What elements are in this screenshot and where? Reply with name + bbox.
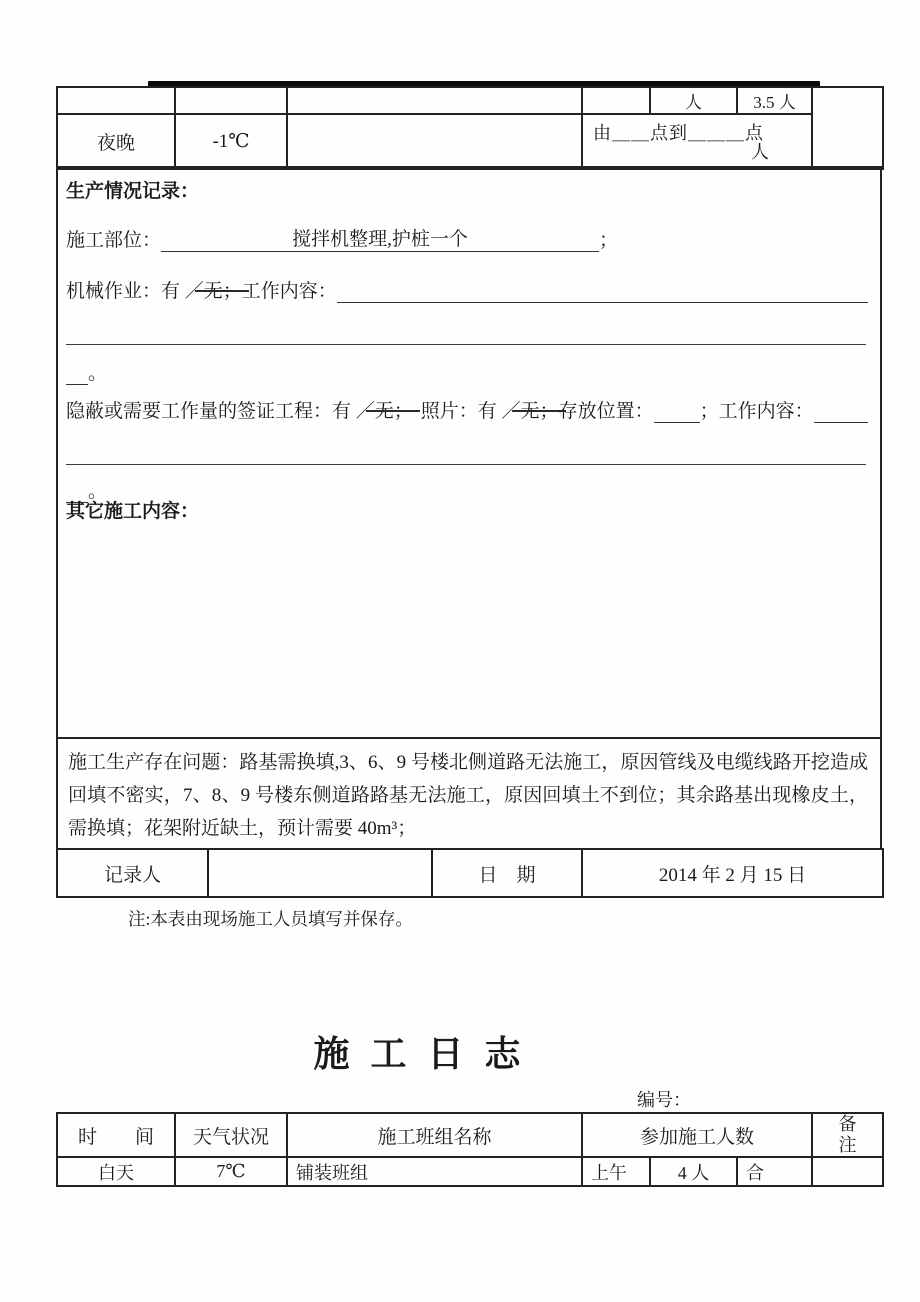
photo-no-strikethrough: 无； [521, 396, 559, 423]
table-row [57, 114, 883, 169]
empty-cell [175, 87, 287, 114]
work-content-label: 工作内容： [718, 401, 814, 422]
storage-label: 存放位置： [558, 401, 654, 422]
person-unit-label: 人 [751, 142, 769, 162]
total-label-cell: 合 [737, 1157, 812, 1186]
period-mark: 。 [88, 363, 108, 384]
construction-part-value: 搅拌机整理,护桩一个 [161, 224, 599, 252]
construction-part-end: ； [599, 230, 619, 251]
period-mark: 。 [88, 481, 108, 502]
storage-end: ； [699, 401, 719, 422]
temperature-cell: -1℃ [175, 114, 287, 169]
production-record-title: 生产情况记录： [66, 181, 200, 202]
header-time: 时 间 [57, 1113, 175, 1157]
production-problems-text: 施工生产存在问题：路基需换填,3、6、9 号楼北侧道路无法施工，原因管线及电缆线路开挖造成回填不密实，7、8、9 号楼东侧道路路基无法施工，原因回填土不到位；其余路基出现橡皮土，需换填；花架附近缺土，预计需要 40m³； [68, 752, 868, 839]
machine-no-strikethrough: 无； [204, 276, 242, 303]
machine-content-blank [337, 302, 868, 303]
top-log-table-fragment [56, 86, 884, 170]
header-participants: 参加施工人数 [582, 1113, 812, 1157]
date-value-cell: 2014 年 2 月 15 日 [582, 849, 883, 897]
machine-work-line [66, 276, 868, 303]
person-count-cell: 3.5 人 [737, 87, 812, 114]
time-of-day-cell: 白天 [57, 1157, 175, 1186]
header-remark-text: 备注 [838, 1114, 857, 1155]
production-record-box [56, 166, 882, 739]
ruled-line [66, 344, 866, 345]
header-weather: 天气状况 [175, 1113, 287, 1157]
footnote-text: 注:本表由现场施工人员填写并保存。 [128, 909, 413, 929]
temperature-cell: 7℃ [175, 1157, 287, 1186]
photo-label: 照片：有 ／ [420, 401, 521, 422]
recorder-date-table [56, 848, 884, 898]
recorder-label-cell: 记录人 [57, 849, 208, 897]
header-remark [812, 1113, 883, 1157]
work-duration-cell [582, 114, 812, 169]
hidden-no-strikethrough: 无； [375, 396, 413, 423]
remark-cell [812, 1157, 883, 1186]
table-row [57, 87, 883, 114]
time-of-day-cell: 夜晚 [57, 114, 175, 169]
date-label-cell: 日 期 [432, 849, 582, 897]
construction-part-line [66, 224, 868, 252]
header-team: 施工班组名称 [287, 1113, 582, 1157]
empty-cell [287, 87, 582, 114]
count-cell: 4 人 [650, 1157, 737, 1186]
work-content-blank [814, 422, 868, 423]
hidden-work-label: 隐蔽或需要工作量的签证工程：有 ／ [66, 401, 375, 422]
storage-blank [654, 422, 700, 423]
construction-log-table [56, 1112, 884, 1187]
serial-number-label: 编号： [637, 1090, 691, 1110]
team-name-cell: 铺装班组 [287, 1157, 582, 1186]
duration-blank-text: 由＿＿点到＿＿＿点 [593, 123, 764, 143]
construction-part-label: 施工部位： [66, 230, 162, 251]
machine-work-label: 机械作业：有 ／ [66, 281, 204, 302]
production-problems-box [56, 737, 882, 850]
other-content-title: 其它施工内容： [66, 501, 200, 522]
person-unit-cell: 人 [650, 87, 737, 114]
period-cell: 上午 [582, 1157, 650, 1186]
table-row [57, 849, 883, 897]
ruled-line [66, 464, 866, 465]
machine-content-label: 工作内容： [241, 281, 337, 302]
table-row [57, 1157, 883, 1186]
remark-cell [812, 87, 883, 169]
page-title: 施 工 日 志 [313, 1034, 523, 1074]
empty-cell [582, 87, 650, 114]
short-blank [66, 384, 88, 385]
team-name-cell [287, 114, 582, 169]
recorder-value-cell [208, 849, 432, 897]
sentence-end-line [66, 358, 868, 385]
empty-cell [57, 87, 175, 114]
hidden-work-line [66, 396, 868, 423]
table-header-row [57, 1113, 883, 1157]
